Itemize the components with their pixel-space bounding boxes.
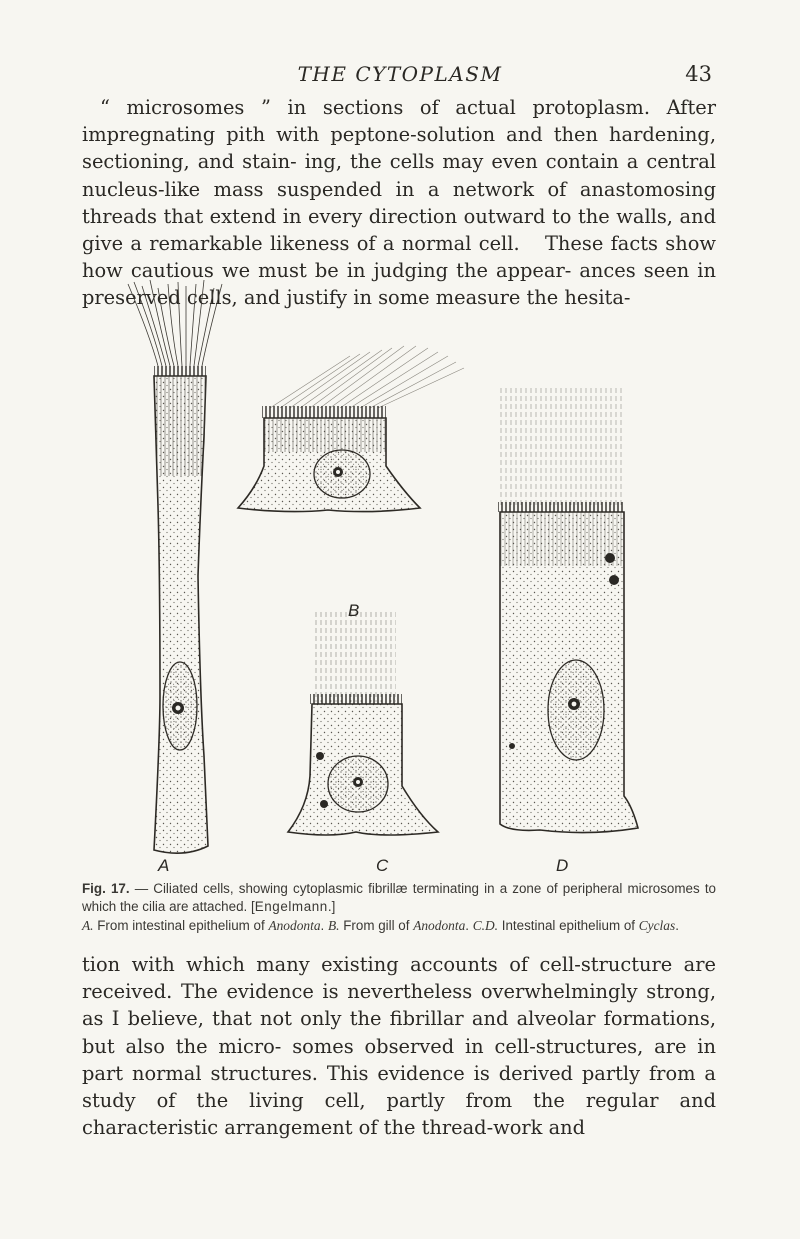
figure-number: Fig. 17. [82, 881, 130, 896]
text-line: “ microsomes ” in sections of actual protoplasm. After impregnating [82, 96, 716, 147]
cell-c [288, 612, 438, 835]
figure-label-a: A [158, 856, 170, 875]
text-line: outward to the walls, and give a remarkable likeness of a normal cell. [82, 204, 716, 256]
caption-part-a: A. From intestinal epithelium of Anodonta. [82, 917, 325, 933]
text-line: the regular and characteristic arrangement of the thread-work and [82, 1089, 716, 1140]
text-line: somes observed in cell-structures, are in part normal structures. This [82, 1034, 716, 1085]
caption-text-2: .] [327, 899, 336, 915]
cell-illustration [120, 276, 640, 880]
figure-ciliated-cells [120, 276, 640, 880]
figure-label-b: B [348, 601, 360, 620]
running-title: THE CYTOPLASM [297, 62, 503, 86]
caption-part-b: B. From gill of Anodonta. [327, 917, 469, 933]
text-line: evidence is derived partly from a study of the living cell, partly from [82, 1061, 716, 1113]
running-head [0, 62, 800, 86]
cell-a [128, 280, 222, 853]
cell-b [238, 346, 464, 512]
text-line: ing, the cells may even contain a central nucleus-like mass suspended [82, 150, 716, 201]
text-line: tion with which many existing accounts of cell-structure are received. [82, 953, 716, 1004]
figure-label-d: D [556, 856, 569, 875]
text-line: that not only the fibrillar and alveolar formations, but also the micro- [82, 1007, 717, 1058]
figure-caption [82, 880, 716, 935]
text-line: These facts show how cautious we must be in judging the appear- [82, 232, 716, 283]
caption-dash: — [129, 881, 154, 896]
caption-author: Engelmann [254, 899, 328, 915]
figure-label-c: C [376, 856, 389, 875]
caption-part-cd: C.D. Intestinal epithelium of Cyclas. [472, 917, 679, 933]
page-number: 43 [685, 62, 712, 86]
text-line: pith with peptone-solution and then hardening, sectioning, and stain- [82, 123, 717, 174]
text-line: in a network of anastomosing threads that extend in every direction [82, 177, 716, 228]
body-paragraph-bottom [82, 951, 716, 1141]
text-line: The evidence is nevertheless overwhelmingly strong, as I believe, [82, 980, 716, 1031]
text-line: ances seen in preserved cells, and justify in some measure the hesita- [82, 259, 716, 310]
caption-text-1: Ciliated cells, showing cytoplasmic fibrillæ terminating in a zone of peripheral microsomes to which the cilia are attached. [ [82, 881, 716, 915]
cell-d [498, 386, 638, 833]
